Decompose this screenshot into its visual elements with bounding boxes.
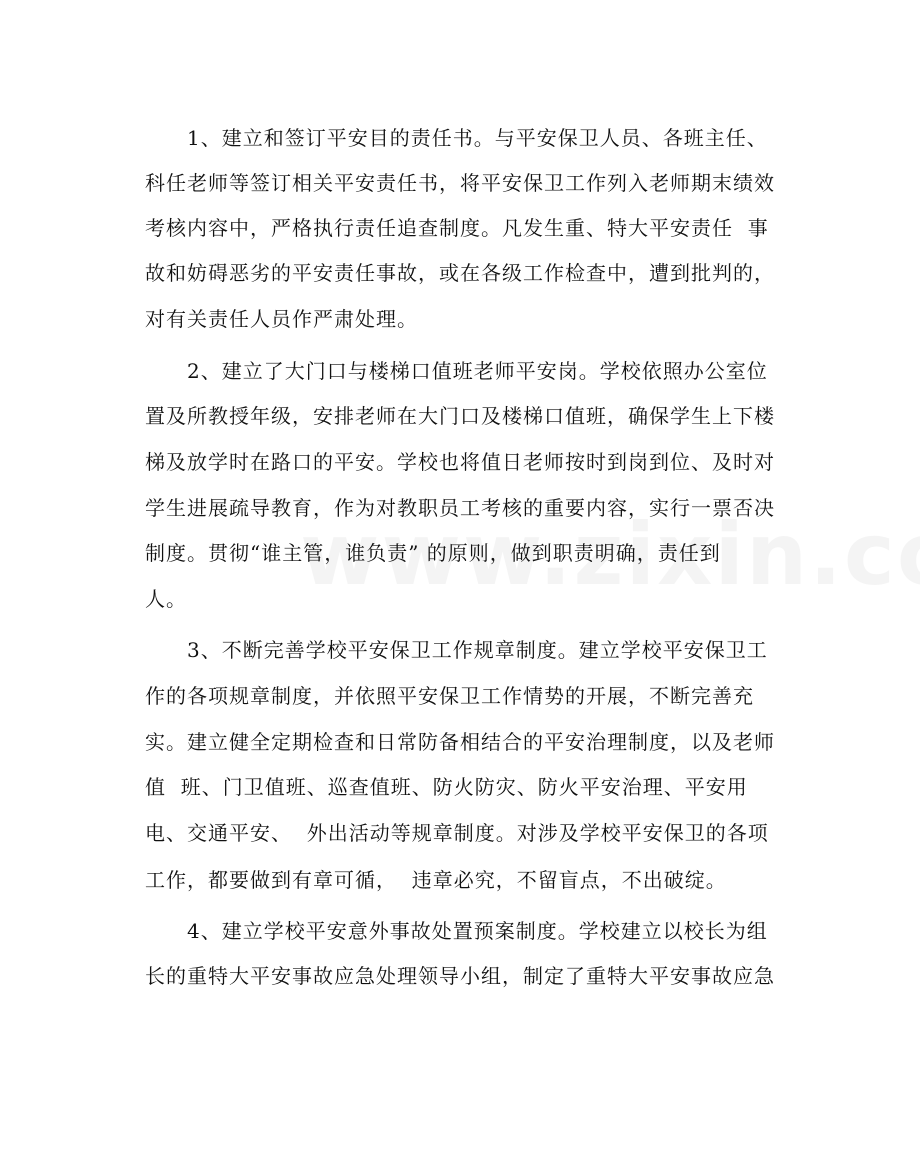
text-line: 人。 [145,587,187,611]
text-line: 考核内容中，严格执行责任追查制度。凡发生重、特大平安责任 事 [145,216,769,240]
text-line: 2、建立了大门口与楼梯口值班老师平安岗。学校依照办公室位 [187,359,768,383]
text-line: 梯及放学时在路口的平安。学校也将值日老师按时到岗到位、及时对 [145,450,775,474]
text-line: 工作，都要做到有章可循， 违章必究，不留盲点，不出破绽。 [145,868,727,892]
text-line: 实。建立健全定期检查和日常防备相结合的平安治理制度，以及老师 [145,730,775,754]
text-line: 置及所教授年级，安排老师在大门口及楼梯口值班，确保学生上下楼 [145,404,775,428]
text-line: 长的重特大平安事故应急处理领导小组，制定了重特大平安事故应急 [145,964,775,988]
text-line: 3、不断完善学校平安保卫工作规章制度。建立学校平安保卫工 [187,638,768,662]
text-line: 科任老师等签订相关平安责任书，将平安保卫工作列入老师期末绩效 [145,171,775,195]
text-line: 对有关责任人员作严肃处理。 [145,307,418,331]
text-line: 故和妨碍恶劣的平安责任事故，或在各级工作检查中，遭到批判的， [145,261,775,285]
text-line: 4、建立学校平安意外事故处置预案制度。学校建立以校长为组 [187,919,768,943]
text-line: 电、交通平安、 外出活动等规章制度。对涉及学校平安保卫的各项 [145,821,769,845]
text-line: 制度。贯彻“谁主管，谁负责” 的原则，做到职责明确，责任到 [145,541,721,565]
text-line: 值 班、门卫值班、巡查值班、防火防灾、防火平安治理、平安用 [145,775,748,799]
text-line: 1、建立和签订平安目的责任书。与平安保卫人员、各班主任、 [187,126,768,150]
text-line: 作的各项规章制度，并依照平安保卫工作情势的开展，不断完善充 [145,684,754,708]
text-line: 学生进展疏导教育，作为对教职员工考核的重要内容，实行一票否决 [145,496,775,520]
